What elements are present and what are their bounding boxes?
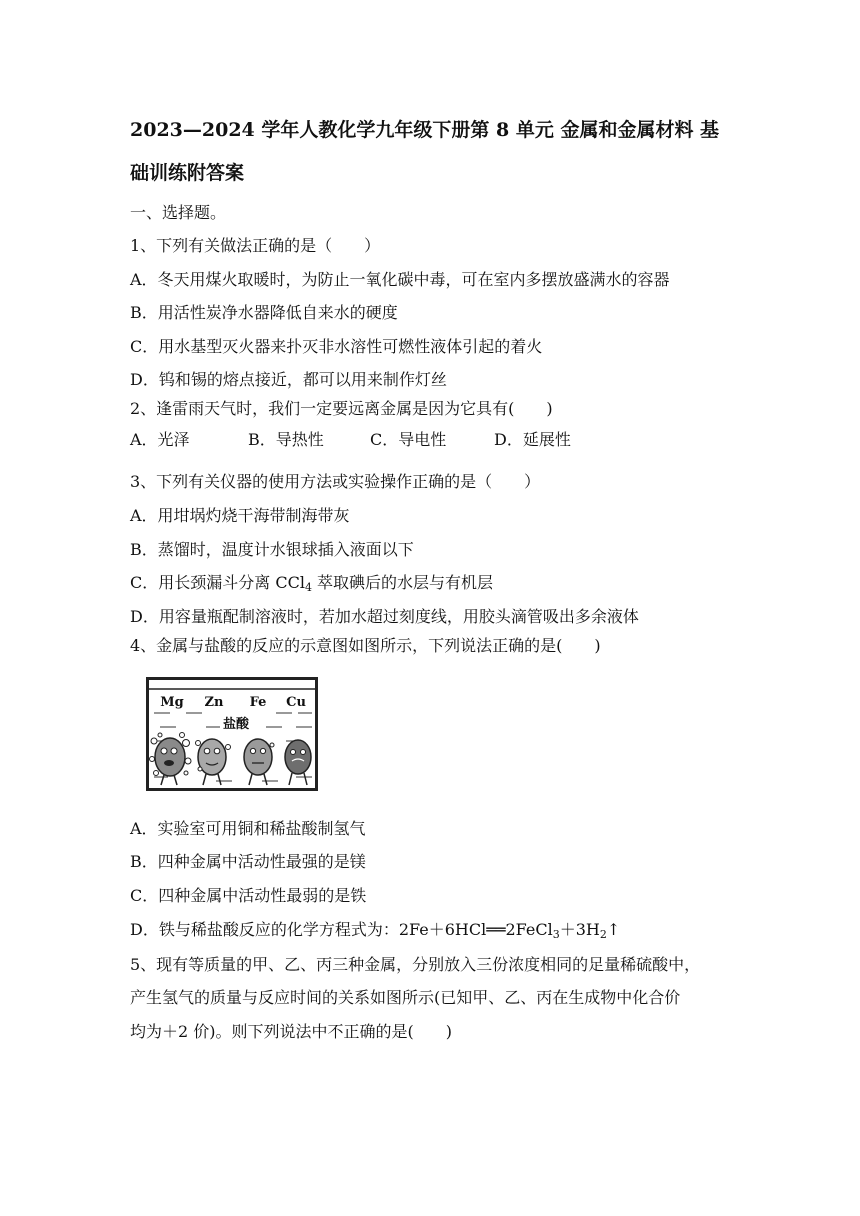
q4-option-c: C．四种金属中活动性最弱的是铁 <box>130 886 367 905</box>
q2-option-c: C．导电性 <box>370 430 447 449</box>
q5-line1: 5、现有等质量的甲、乙、丙三种金属，分别放入三份浓度相同的足量稀硫酸中， <box>130 955 701 974</box>
metal-label-fe: Fe <box>249 695 267 710</box>
q2-options <box>130 430 730 450</box>
q3-option-d: D．用容量瓶配制溶液时，若加水超过刻度线，用胶头滴管吸出多余液体 <box>130 607 639 626</box>
q3-option-c: C．用长颈漏斗分离 CCl$_4$ 萃取碘后的水层与有机层 <box>130 573 494 594</box>
section-heading: 一、选择题。 <box>130 203 227 222</box>
liquid-label: 盐酸 <box>222 717 250 732</box>
q2-option-a: A．光泽 <box>130 430 190 449</box>
q4-option-a: A．实验室可用铜和稀盐酸制氢气 <box>130 819 366 838</box>
q1-stem: 1、下列有关做法正确的是（ ） <box>130 236 381 255</box>
document-title-line1: 2023—2024 学年人教化学九年级下册第 8 单元 金属和金属材料 基 <box>130 119 720 141</box>
q2-stem: 2、逢雷雨天气时，我们一定要远离金属是因为它具有( ) <box>130 399 553 418</box>
q3-stem: 3、下列有关仪器的使用方法或实验操作正确的是（ ） <box>130 472 541 491</box>
q3-option-a: A．用坩埚灼烧干海带制海带灰 <box>130 506 350 525</box>
document-title-line2: 础训练附答案 <box>130 162 245 184</box>
q5-line3: 均为＋2 价)。则下列说法中不正确的是( ) <box>130 1022 452 1041</box>
metal-label-mg: Mg <box>160 695 184 710</box>
q2-option-b: B．导热性 <box>248 430 324 449</box>
q1-option-a: A．冬天用煤火取暖时，为防止一氧化碳中毒，可在室内多摆放盛满水的容器 <box>130 270 670 289</box>
metal-label-cu: Cu <box>286 695 306 710</box>
q3-option-b: B．蒸馏时，温度计水银球插入液面以下 <box>130 540 414 559</box>
q1-option-c: C．用水基型灭火器来扑灭非水溶性可燃性液体引起的着火 <box>130 337 543 356</box>
q5-line2: 产生氢气的质量与反应时间的关系如图所示(已知甲、乙、丙在生成物中化合价 <box>130 988 681 1007</box>
q1-option-d: D．钨和锡的熔点接近，都可以用来制作灯丝 <box>130 370 447 389</box>
q4-stem: 4、金属与盐酸的反应的示意图如图所示，下列说法正确的是( ) <box>130 636 601 655</box>
q1-option-b: B．用活性炭净水器降低自来水的硬度 <box>130 303 398 322</box>
q4-option-d: D．铁与稀盐酸反应的化学方程式为：$2Fe+6HCl══2FeCl_3+3H_2↑$ <box>130 920 621 941</box>
q2-option-d: D．延展性 <box>494 430 571 449</box>
q4-option-b: B．四种金属中活动性最强的是镁 <box>130 852 366 871</box>
metal-label-zn: Zn <box>204 695 224 710</box>
metal-acid-figure <box>146 677 318 791</box>
